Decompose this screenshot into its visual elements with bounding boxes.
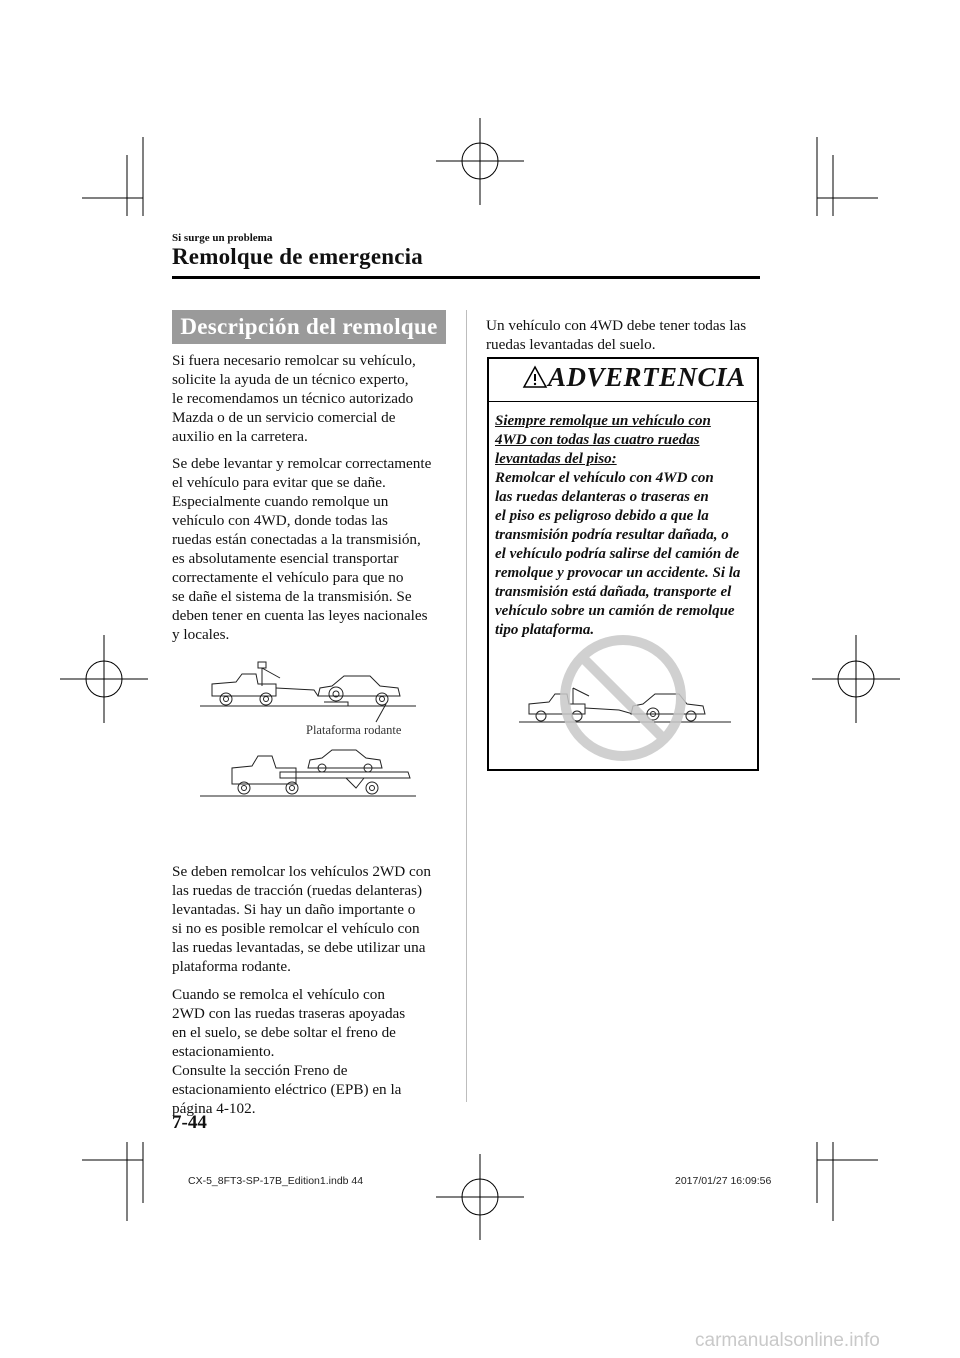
footer-file-name: CX-5_8FT3-SP-17B_Edition1.indb 44 — [188, 1175, 364, 1187]
page-title: Remolque de emergencia — [172, 244, 423, 269]
warning-title: ADVERTENCIA — [548, 362, 746, 392]
paragraph-2wd-front: Se deben remolcar los vehículos 2WD con las ruedas de tracción (ruedas delanteras) levantadas. Si hay un daño importante o si no es posible remolcar el vehículo con las ruedas levantadas, se debe utilizar una plataforma rodante. — [172, 863, 431, 975]
section-name: Si surge un problema — [172, 232, 273, 244]
header-rule — [172, 276, 760, 279]
paragraph-4wd-intro: Un vehículo con 4WD debe tener todas las ruedas levantadas del suelo. — [486, 317, 747, 353]
prohibited-towing-illustration — [515, 632, 735, 762]
column-divider — [466, 310, 467, 1102]
topic-banner: Descripción del remolque — [172, 310, 446, 344]
page-number: 7-44 — [172, 1112, 207, 1133]
warning-body-text: Remolcar el vehículo con 4WD con las ruedas delanteras o traseras en el piso es peligroso debido a que la transmisión podría resultar dañada, o el vehículo podría salirse del camión de remolque y provocar un accidente. Si la transmisión está dañada, transporte el vehículo sobre un camión de remolque tipo plataforma. — [495, 470, 741, 638]
paragraph-lift-correctly: Se debe levantar y remolcar correctamente el vehículo para evitar que se dañe. Especialmente cuando remolque un vehículo con 4WD, donde todas las ruedas están conectadas a la transmisión, es absolutamente esencial transportar correctamente el vehículo para que no se dañe el sistema de la transmisión. Se deben tener en cuenta las leyes nacionales y locales. — [172, 455, 432, 643]
prohibition-icon — [565, 640, 681, 756]
paragraph-2wd-rear: Cuando se remolca el vehículo con 2WD con las ruedas traseras apoyadas en el suelo, se debe soltar el freno de estacionamiento. Consulte la sección Freno de estacionamiento eléctrico (EPB) en la página 4-102. — [172, 986, 406, 1117]
footer-timestamp: 2017/01/27 16:09:56 — [675, 1175, 772, 1187]
watermark: carmanualsonline.info — [695, 1330, 880, 1351]
warning-divider — [487, 401, 759, 402]
figure-label-dolly: Plataforma rodante — [306, 723, 402, 737]
warning-underlined-text: Siempre remolque un vehículo con 4WD con todas las cuatro ruedas levantadas del piso: — [495, 413, 711, 467]
warning-triangle-icon — [522, 365, 548, 389]
paragraph-intro: Si fuera necesario remolcar su vehículo, solicite la ayuda de un técnico experto, le recomendamos un técnico autorizado Mazda o de un servicio comercial de auxilio en la carretera. — [172, 352, 416, 445]
